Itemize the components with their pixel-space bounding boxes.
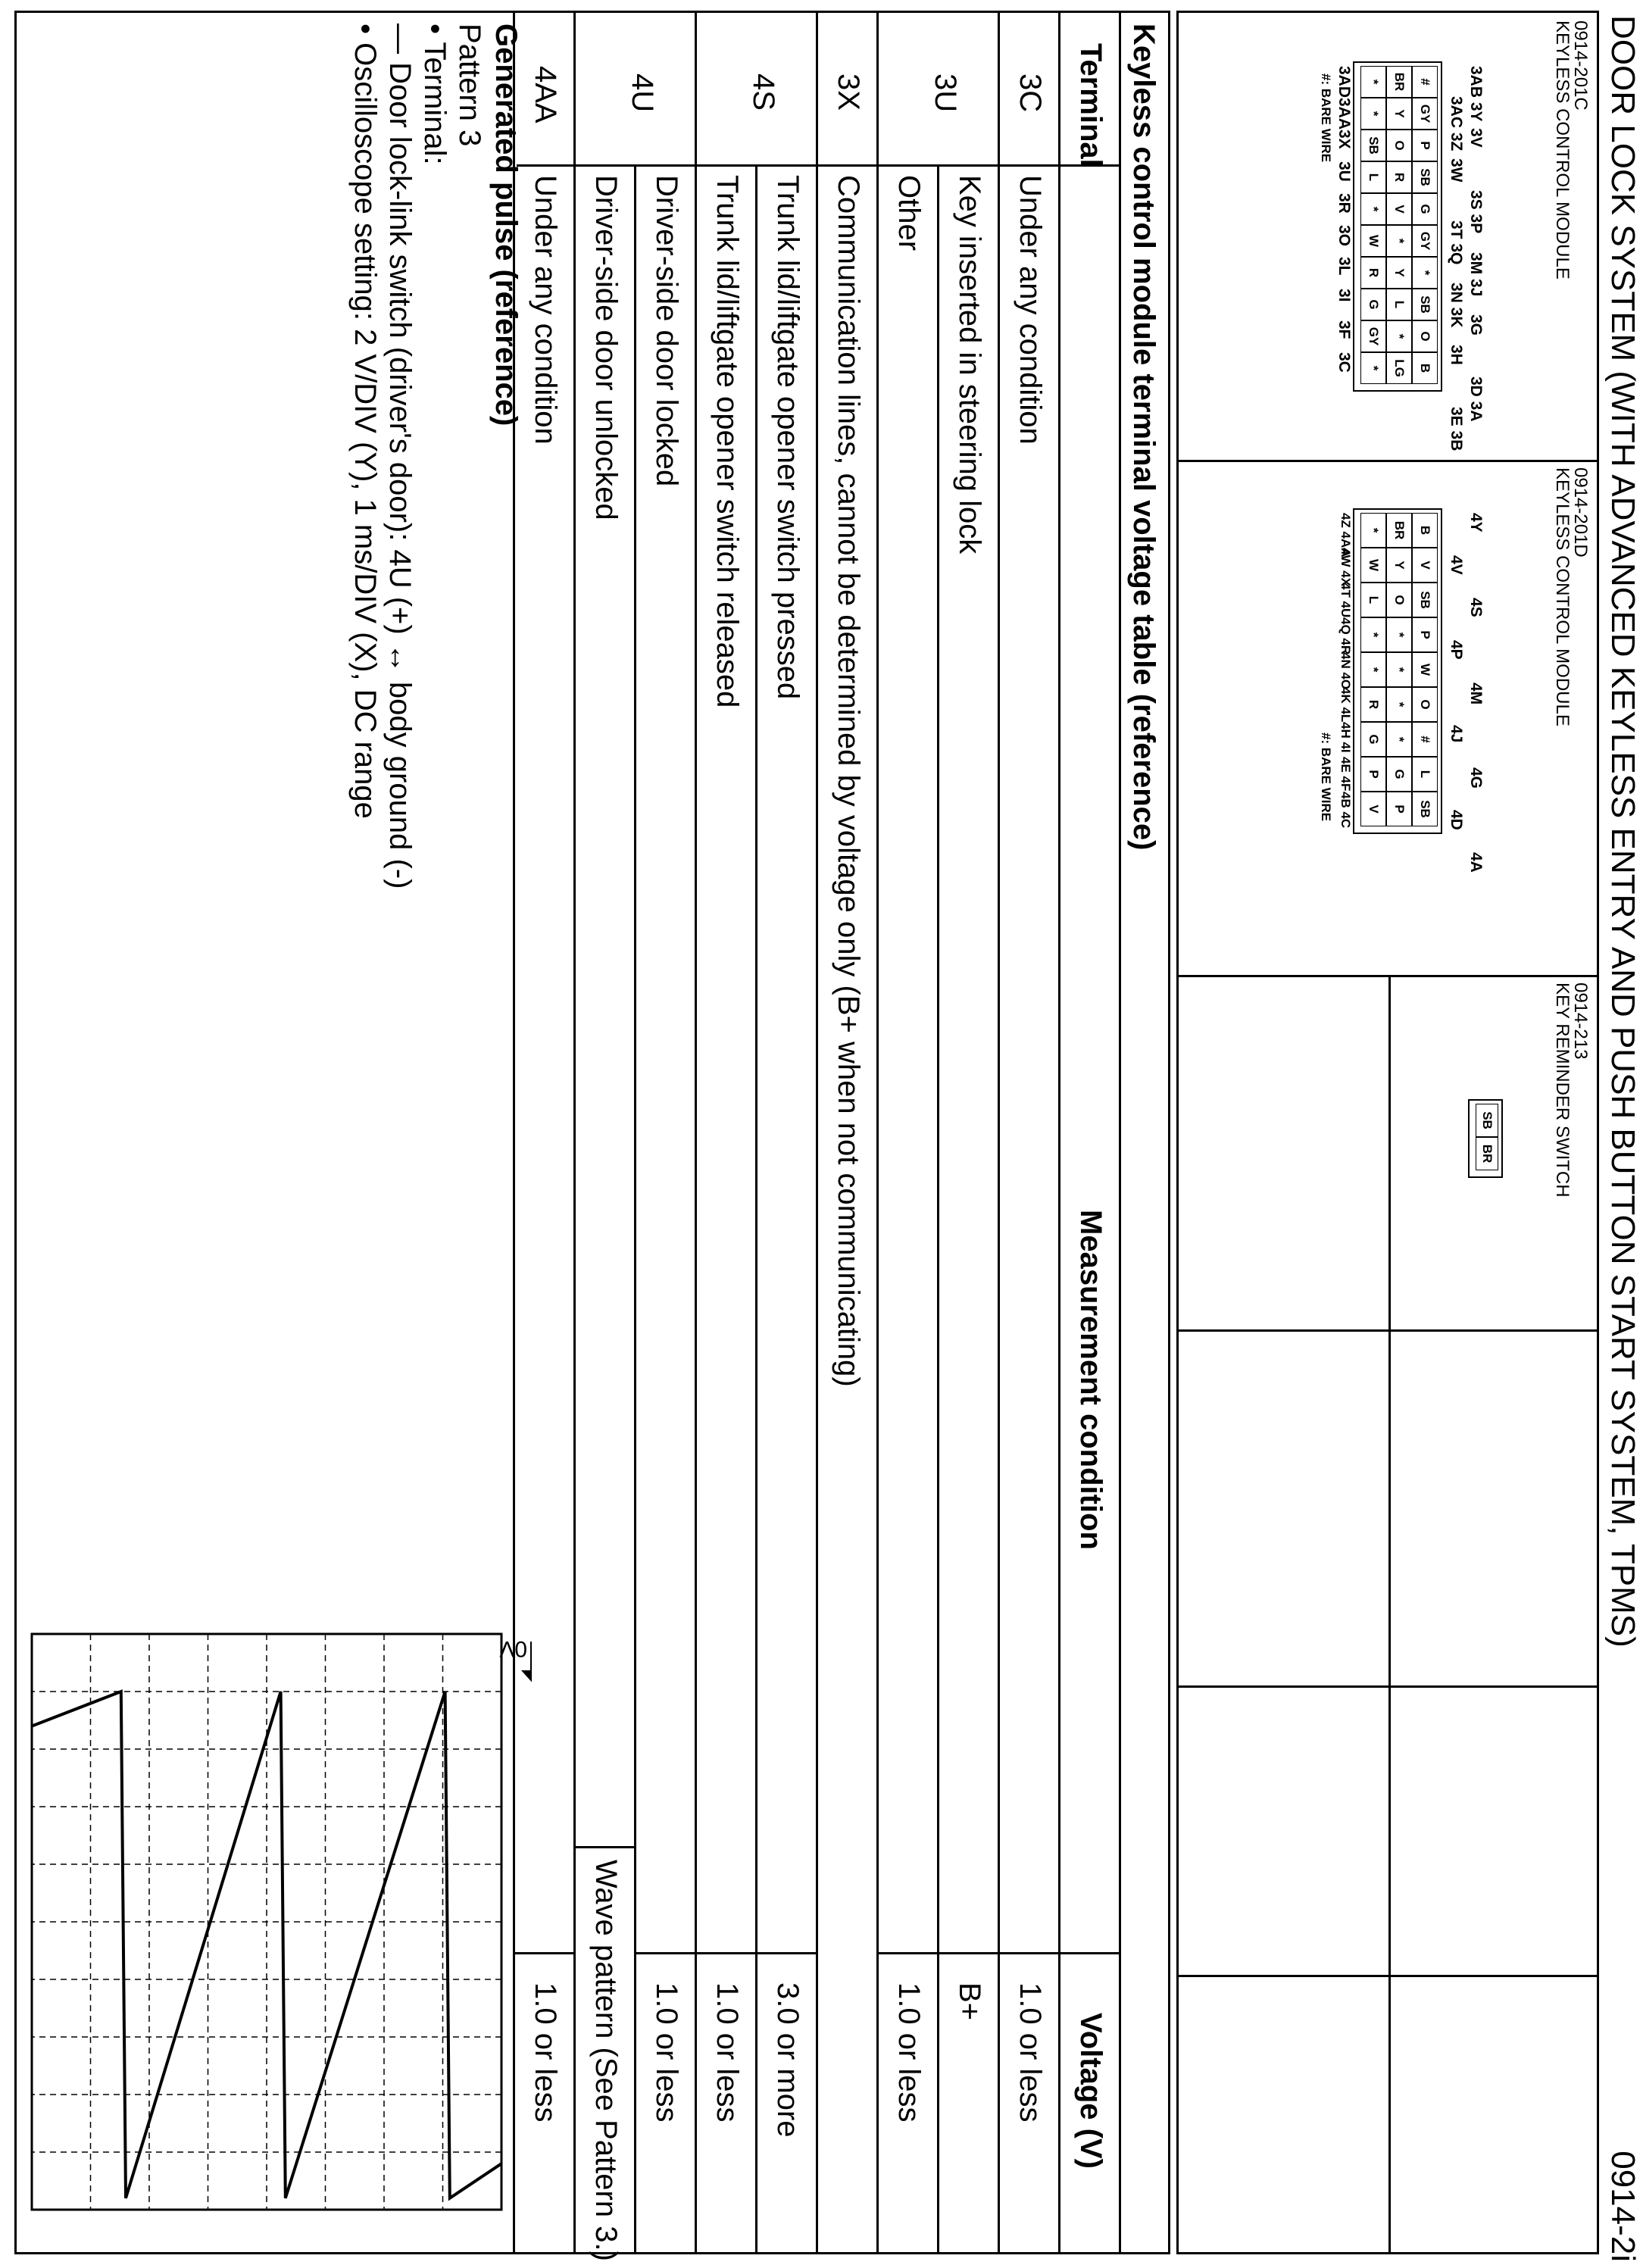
cell-condition: Driver-side door unlocked	[589, 175, 623, 520]
pin-label: 3D 3A	[1467, 376, 1485, 422]
divider	[1388, 975, 1391, 2254]
connector-pin: P	[1360, 757, 1386, 792]
pin-label: 3AD	[1335, 66, 1353, 98]
pin-label: 3T 3Q	[1448, 220, 1465, 265]
connector-213	[1453, 1096, 1513, 1217]
pin-label: 4J	[1448, 725, 1465, 743]
pin-label: 4E 4F	[1338, 757, 1353, 792]
pin-label: 3AA	[1335, 98, 1353, 130]
cell-terminal: 3X	[832, 73, 865, 111]
connector-pin: G	[1360, 289, 1386, 320]
connector-pin: *	[1386, 320, 1412, 352]
terminal-detail: — Door lock-link switch (driver's door): 4U (+) ↔ body ground (-)	[383, 23, 417, 889]
connector-pin: *	[1360, 66, 1386, 98]
table-border	[697, 1952, 757, 1954]
cell-terminal: 4S	[747, 73, 780, 111]
page-number: 0914-2i	[1604, 2151, 1641, 2262]
pin-label: 3G	[1467, 314, 1485, 336]
cell-terminal: 3C	[1014, 73, 1047, 113]
connector-pin: R	[1386, 161, 1412, 193]
connector-pin: *	[1360, 193, 1386, 225]
connector-frame	[1176, 11, 1599, 2254]
table-border	[998, 13, 1000, 2252]
connector-pin: O	[1412, 687, 1438, 722]
table-border	[517, 164, 1121, 167]
connector-pin: B	[1412, 352, 1438, 384]
table-border	[695, 13, 697, 2252]
connector-pin: V	[1360, 792, 1386, 826]
cell-voltage: 1.0 or less	[1014, 1982, 1047, 2123]
table-border	[937, 164, 939, 2252]
pin-label: 3L	[1335, 257, 1353, 276]
divider	[1179, 1685, 1597, 1688]
divider	[1179, 460, 1597, 462]
cell-voltage: B+	[953, 1982, 986, 2021]
connector-pin: G	[1412, 193, 1438, 225]
divider	[1179, 1329, 1597, 1332]
pin-label: 4W 4X	[1338, 548, 1353, 587]
pin-label: 4G	[1467, 767, 1485, 789]
pin-label: 3E 3B	[1448, 407, 1465, 451]
pin-label: 3R	[1335, 193, 1353, 214]
pin-label: 4B 4C	[1338, 792, 1353, 829]
connector-pin: *	[1360, 652, 1386, 687]
connector-pin: SB	[1412, 583, 1438, 617]
connector-pin: W	[1412, 652, 1438, 687]
cell-condition: Under any condition	[1014, 175, 1047, 445]
divider	[1179, 975, 1597, 977]
connector-pin: GY	[1412, 225, 1438, 257]
pin-label: 4M	[1467, 683, 1485, 705]
connector-pin: B	[1412, 513, 1438, 548]
connector-pin: SB	[1412, 289, 1438, 320]
pin-label: 3W	[1448, 158, 1465, 183]
cell-condition: Key inserted in steering lock	[953, 175, 986, 555]
voltage-table	[529, 13, 1121, 2261]
connector-pin: R	[1360, 257, 1386, 289]
connector-pin: *	[1386, 652, 1412, 687]
connector-pin: GY	[1412, 98, 1438, 130]
cell-condition: Communication lines, cannot be determined by voltage only (B+ when not communicating)	[832, 175, 865, 1387]
oscilloscope-setting: • Oscilloscope setting: 2 V/DIV (Y), 1 ms/DIV (X), DC range	[348, 23, 382, 819]
connector-pin: *	[1360, 513, 1386, 548]
connector-pin: SB	[1412, 792, 1438, 826]
pin-label: 3M 3J	[1467, 252, 1485, 297]
connector-name: KEY REMINDER SWITCH	[1552, 982, 1573, 1198]
header-terminal: Terminal	[1074, 43, 1107, 167]
cell-condition: Other	[892, 175, 926, 251]
connector-201d	[1301, 505, 1506, 929]
connector-pin: V	[1386, 193, 1412, 225]
connector-pin: LG	[1386, 352, 1412, 384]
connector-pin: *	[1386, 722, 1412, 757]
connector-pin: P	[1412, 130, 1438, 161]
table-border	[879, 1952, 939, 1954]
pin-label: 4P	[1448, 640, 1465, 660]
waveform-chart	[17, 1543, 532, 2225]
connector-pin: L	[1412, 757, 1438, 792]
cell-voltage: 1.0 or less	[529, 1982, 562, 2123]
connector-pin: V	[1412, 548, 1438, 583]
cell-terminal: 4AA	[529, 66, 562, 123]
cell-voltage: 1.0 or less	[892, 1982, 926, 2123]
cell-condition: Trunk lid/liftgate opener switch pressed	[771, 175, 804, 700]
pin-label: 3S 3P	[1467, 190, 1485, 234]
connector-pin: O	[1386, 130, 1412, 161]
zero-volt-label: 0V	[499, 1636, 527, 1661]
connector-pin: O	[1386, 583, 1412, 617]
pin-label: 4H 4I	[1338, 722, 1353, 753]
content-frame	[14, 11, 1170, 2261]
table-border	[573, 13, 576, 2252]
connector-pin: *	[1386, 617, 1412, 652]
pin-label: 3V	[1467, 128, 1485, 148]
bare-wire-note: #: BARE WIRE	[1319, 73, 1333, 163]
header-voltage: Voltage (V)	[1074, 2013, 1107, 2169]
pin-label: 4Q 4R	[1338, 617, 1353, 655]
divider	[1179, 1975, 1597, 1977]
cell-voltage: 3.0 or more	[771, 1982, 804, 2138]
pattern-label: Pattern 3	[453, 23, 486, 147]
connector-pin: *	[1386, 687, 1412, 722]
connector-code: 0914-201C	[1570, 20, 1591, 111]
connector-pin: *	[1386, 225, 1412, 257]
cell-voltage: 1.0 or less	[650, 1982, 683, 2123]
table-border	[755, 164, 757, 2252]
pin-label: 3AC 3Z	[1448, 96, 1465, 152]
connector-pin: W	[1360, 548, 1386, 583]
table-border	[939, 1952, 1000, 1954]
pin-label: 3C	[1335, 352, 1353, 373]
connector-name: KEYLESS CONTROL MODULE	[1552, 467, 1573, 726]
connector-pin: L	[1386, 289, 1412, 320]
table-border	[1060, 1952, 1121, 1954]
table-border	[876, 13, 879, 2252]
cell-condition: Trunk lid/liftgate opener switch released	[711, 175, 744, 708]
connector-pin: SB	[1412, 161, 1438, 193]
connector-name: KEYLESS CONTROL MODULE	[1552, 20, 1573, 280]
pin-label: 4S	[1467, 598, 1485, 617]
pin-label: 3O	[1335, 225, 1353, 247]
pin-label: 3AB 3Y	[1467, 66, 1485, 122]
pin-label: 4K 4L	[1338, 687, 1353, 723]
connector-pin: SB	[1360, 130, 1386, 161]
connector-pin: R	[1360, 687, 1386, 722]
table-border	[1058, 13, 1060, 2252]
pin-label: 4N 4O	[1338, 652, 1353, 690]
pulse-title: Generated pulse (reference)	[489, 23, 523, 426]
connector-pin: G	[1386, 757, 1412, 792]
table-border	[757, 1952, 818, 1954]
connector-pin: L	[1360, 583, 1386, 617]
connector-pin: W	[1360, 225, 1386, 257]
connector-pin: P	[1386, 792, 1412, 826]
table-border	[816, 13, 818, 2252]
connector-pin: P	[1412, 617, 1438, 652]
connector-pin: BR	[1386, 66, 1412, 98]
cell-condition: Under any condition	[529, 175, 562, 445]
pin-label: 3H	[1448, 345, 1465, 365]
bare-wire-note: #: BARE WIRE	[1319, 733, 1333, 822]
page-title: DOOR LOCK SYSTEM (WITH ADVANCED KEYLESS ENTRY AND PUSH BUTTON START SYSTEM, TPMS)	[1604, 15, 1641, 1648]
connector-pin: L	[1360, 161, 1386, 193]
connector-pin: GY	[1360, 320, 1386, 352]
pin-label: 4T 4U	[1338, 583, 1353, 618]
cell-terminal: 4U	[626, 73, 659, 113]
connector-pin: G	[1360, 722, 1386, 757]
connector-pin: BR	[1476, 1137, 1498, 1170]
connector-pin: Y	[1386, 548, 1412, 583]
connector-pin: Y	[1386, 257, 1412, 289]
connector-pin: *	[1360, 617, 1386, 652]
connector-201c	[1301, 58, 1506, 451]
table-border	[636, 1952, 697, 1954]
connector-pin: *	[1360, 98, 1386, 130]
connector-pin: *	[1412, 257, 1438, 289]
cell-voltage: 1.0 or less	[711, 1982, 744, 2123]
pin-label: 3N 3K	[1448, 283, 1465, 328]
cell-terminal: 3U	[929, 73, 962, 113]
table-border	[576, 1846, 636, 1848]
table-border	[634, 164, 636, 2252]
header-condition: Measurement condition	[1074, 1210, 1107, 1550]
pin-label: 3U	[1335, 161, 1353, 182]
connector-pin: O	[1412, 320, 1438, 352]
cell-condition: Driver-side door locked	[650, 175, 683, 487]
connector-pin: #	[1412, 66, 1438, 98]
pin-label: 4Y	[1467, 513, 1485, 533]
pin-label: 4D	[1448, 810, 1465, 830]
connector-pin: BR	[1386, 513, 1412, 548]
connector-pin: *	[1360, 352, 1386, 384]
pin-label: 4V	[1448, 555, 1465, 575]
pin-label: 4Z 4AA	[1338, 513, 1353, 558]
pin-label: 3I	[1335, 289, 1353, 302]
connector-code: 0914-213	[1570, 982, 1591, 1060]
connector-code: 0914-201D	[1570, 467, 1591, 558]
connector-pin: Y	[1386, 98, 1412, 130]
table-border	[1119, 13, 1121, 2252]
pin-label: 3X	[1335, 130, 1353, 149]
connector-pin: #	[1412, 722, 1438, 757]
cell-voltage: Wave pattern (See Pattern 3.)	[589, 1860, 623, 2261]
terminal-label: • Terminal:	[418, 23, 451, 165]
pin-label: 4A	[1467, 852, 1485, 873]
pin-label: 3F	[1335, 320, 1353, 339]
connector-pin: SB	[1476, 1104, 1498, 1137]
table-border	[1000, 1952, 1060, 1954]
table-title: Keyless control module terminal voltage table (reference)	[1127, 23, 1160, 851]
